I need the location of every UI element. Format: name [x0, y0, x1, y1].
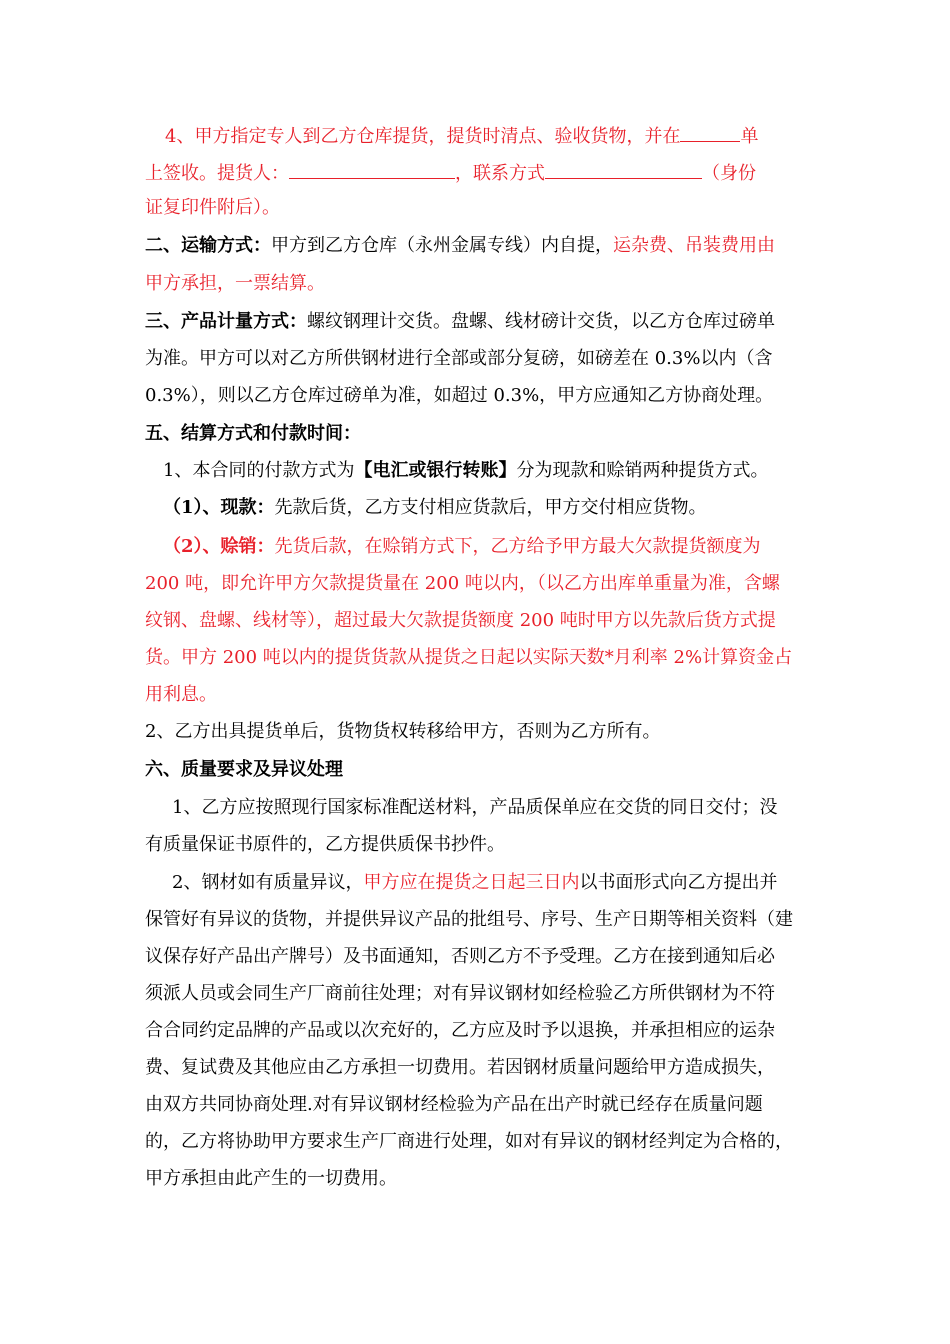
- quality-objection-text-end: 以书面形式向乙方提出并: [579, 872, 778, 893]
- section-6-item-2-line-4: 须派人员或会同生产厂商前往处理；对有异议钢材如经检验乙方所供钢材为不符: [145, 983, 775, 1004]
- section-3-line-3: 0.3%），则以乙方仓库过磅单为准，如超过 0.3%，甲方应通知乙方协商处理。: [145, 385, 774, 406]
- section-6-item-2-line-3: 议保存好产品出产牌号）及书面通知，否则乙方不予受理。乙方在接到通知后必: [145, 946, 775, 967]
- section-6-item-2-line-9: 甲方承担由此产生的一切费用。: [145, 1168, 397, 1189]
- contact-blank: [545, 159, 702, 179]
- section-5-item-1: [163, 459, 768, 483]
- section-6-item-2-line-7: 由双方共同协商处理.对有异议钢材经检验为产品在出产时就已经存在质量问题: [145, 1094, 763, 1115]
- quality-objection-text: 2、钢材如有质量异议，: [172, 872, 364, 893]
- contact-label: ，联系方式: [455, 163, 545, 184]
- objection-deadline: 甲方应在提货之日起三日内: [363, 872, 580, 893]
- clause-4-text: 4、甲方指定专人到乙方仓库提货，提货时清点、验收货物，并在: [165, 126, 681, 147]
- section-6-item-2-line-8: 的，乙方将协助甲方要求生产厂商进行处理，如对有异议的钢材经判定为合格的，: [145, 1131, 793, 1152]
- credit-line-3: 纹钢、盘螺、线材等），超过最大欠款提货额度 200 吨时甲方以先款后货方式提: [145, 610, 776, 631]
- payment-method-label: 1、本合同的付款方式为: [163, 460, 355, 481]
- section-3-line-1: [145, 310, 775, 334]
- section-3-heading: 三、产品计量方式：: [145, 311, 307, 332]
- payment-method-value: 【电汇或银行转账】: [354, 460, 517, 481]
- section-6-item-1-line-2: 有质量保证书原件的，乙方提供质保书抄件。: [145, 834, 505, 855]
- section-2-line-1: [145, 234, 775, 258]
- section-6-item-2-line-1: [172, 871, 777, 895]
- credit-line-5: 用利息。: [145, 684, 217, 705]
- section-2-line-2: 甲方承担，一票结算。: [145, 273, 325, 294]
- section-2-text: 甲方到乙方仓库（永州金属专线）内自提，: [271, 235, 613, 256]
- clause-4-text-end: 单: [740, 126, 759, 147]
- section-5-item-2: 2、乙方出具提货单后，货物货权转移给甲方，否则为乙方所有。: [145, 721, 661, 742]
- pickup-person-label: 上签收。提货人：: [145, 163, 289, 184]
- section-5-heading: 五、结算方式和付款时间：: [145, 423, 361, 444]
- section-6-item-2-line-5: 合合同约定品牌的产品或以次充好的，乙方应及时予以退换，并承担相应的运杂: [145, 1020, 775, 1041]
- clause-4-line-1: [165, 122, 758, 149]
- section-6-heading: 六、质量要求及异议处理: [145, 759, 343, 780]
- clause-4-line-3: 证复印件附后）。: [145, 197, 280, 218]
- cash-text: 先款后货，乙方支付相应货款后，甲方交付相应货物。: [274, 497, 707, 518]
- section-3-text: 螺纹钢理计交货。盘螺、线材磅计交货，以乙方仓库过磅单: [307, 311, 775, 332]
- section-6-item-1-line-1: 1、乙方应按照现行国家标准配送材料，产品质保单应在交货的同日交付；没: [172, 797, 778, 818]
- credit-line-4: 货。甲方 200 吨以内的提货货款从提货之日起以实际天数*月利率 2%计算资金占: [145, 647, 793, 668]
- credit-line-1: [163, 535, 761, 559]
- credit-text: 先货后款，在赊销方式下，乙方给予甲方最大欠款提货额度为: [274, 536, 761, 557]
- credit-label: （2）、赊销：: [163, 536, 275, 557]
- payment-method-text: 分为现款和赊销两种提货方式。: [516, 460, 769, 481]
- credit-line-2: 200 吨，即允许甲方欠款提货量在 200 吨以内，（以乙方出库单重量为准，含螺: [145, 573, 780, 594]
- pickup-person-blank: [289, 159, 455, 179]
- clause-4-line-2: [145, 159, 756, 186]
- blank-field: [680, 122, 740, 142]
- section-3-line-2: 为准。甲方可以对乙方所供钢材进行全部或部分复磅，如磅差在 0.3%以内（含: [145, 348, 773, 369]
- cash-line: [163, 496, 707, 520]
- section-6-item-2-line-6: 费、复试费及其他应由乙方承担一切费用。若因钢材质量问题给甲方造成损失，: [145, 1057, 775, 1078]
- section-2-heading: 二、运输方式：: [145, 235, 271, 256]
- section-6-item-2-line-2: 保管好有异议的货物，并提供异议产品的批组号、序号、生产日期等相关资料（建: [145, 909, 793, 930]
- cash-label: （1）、现款：: [163, 497, 275, 518]
- id-note-start: （身份: [702, 163, 756, 184]
- section-2-red-text: 运杂费、吊装费用由: [613, 235, 775, 256]
